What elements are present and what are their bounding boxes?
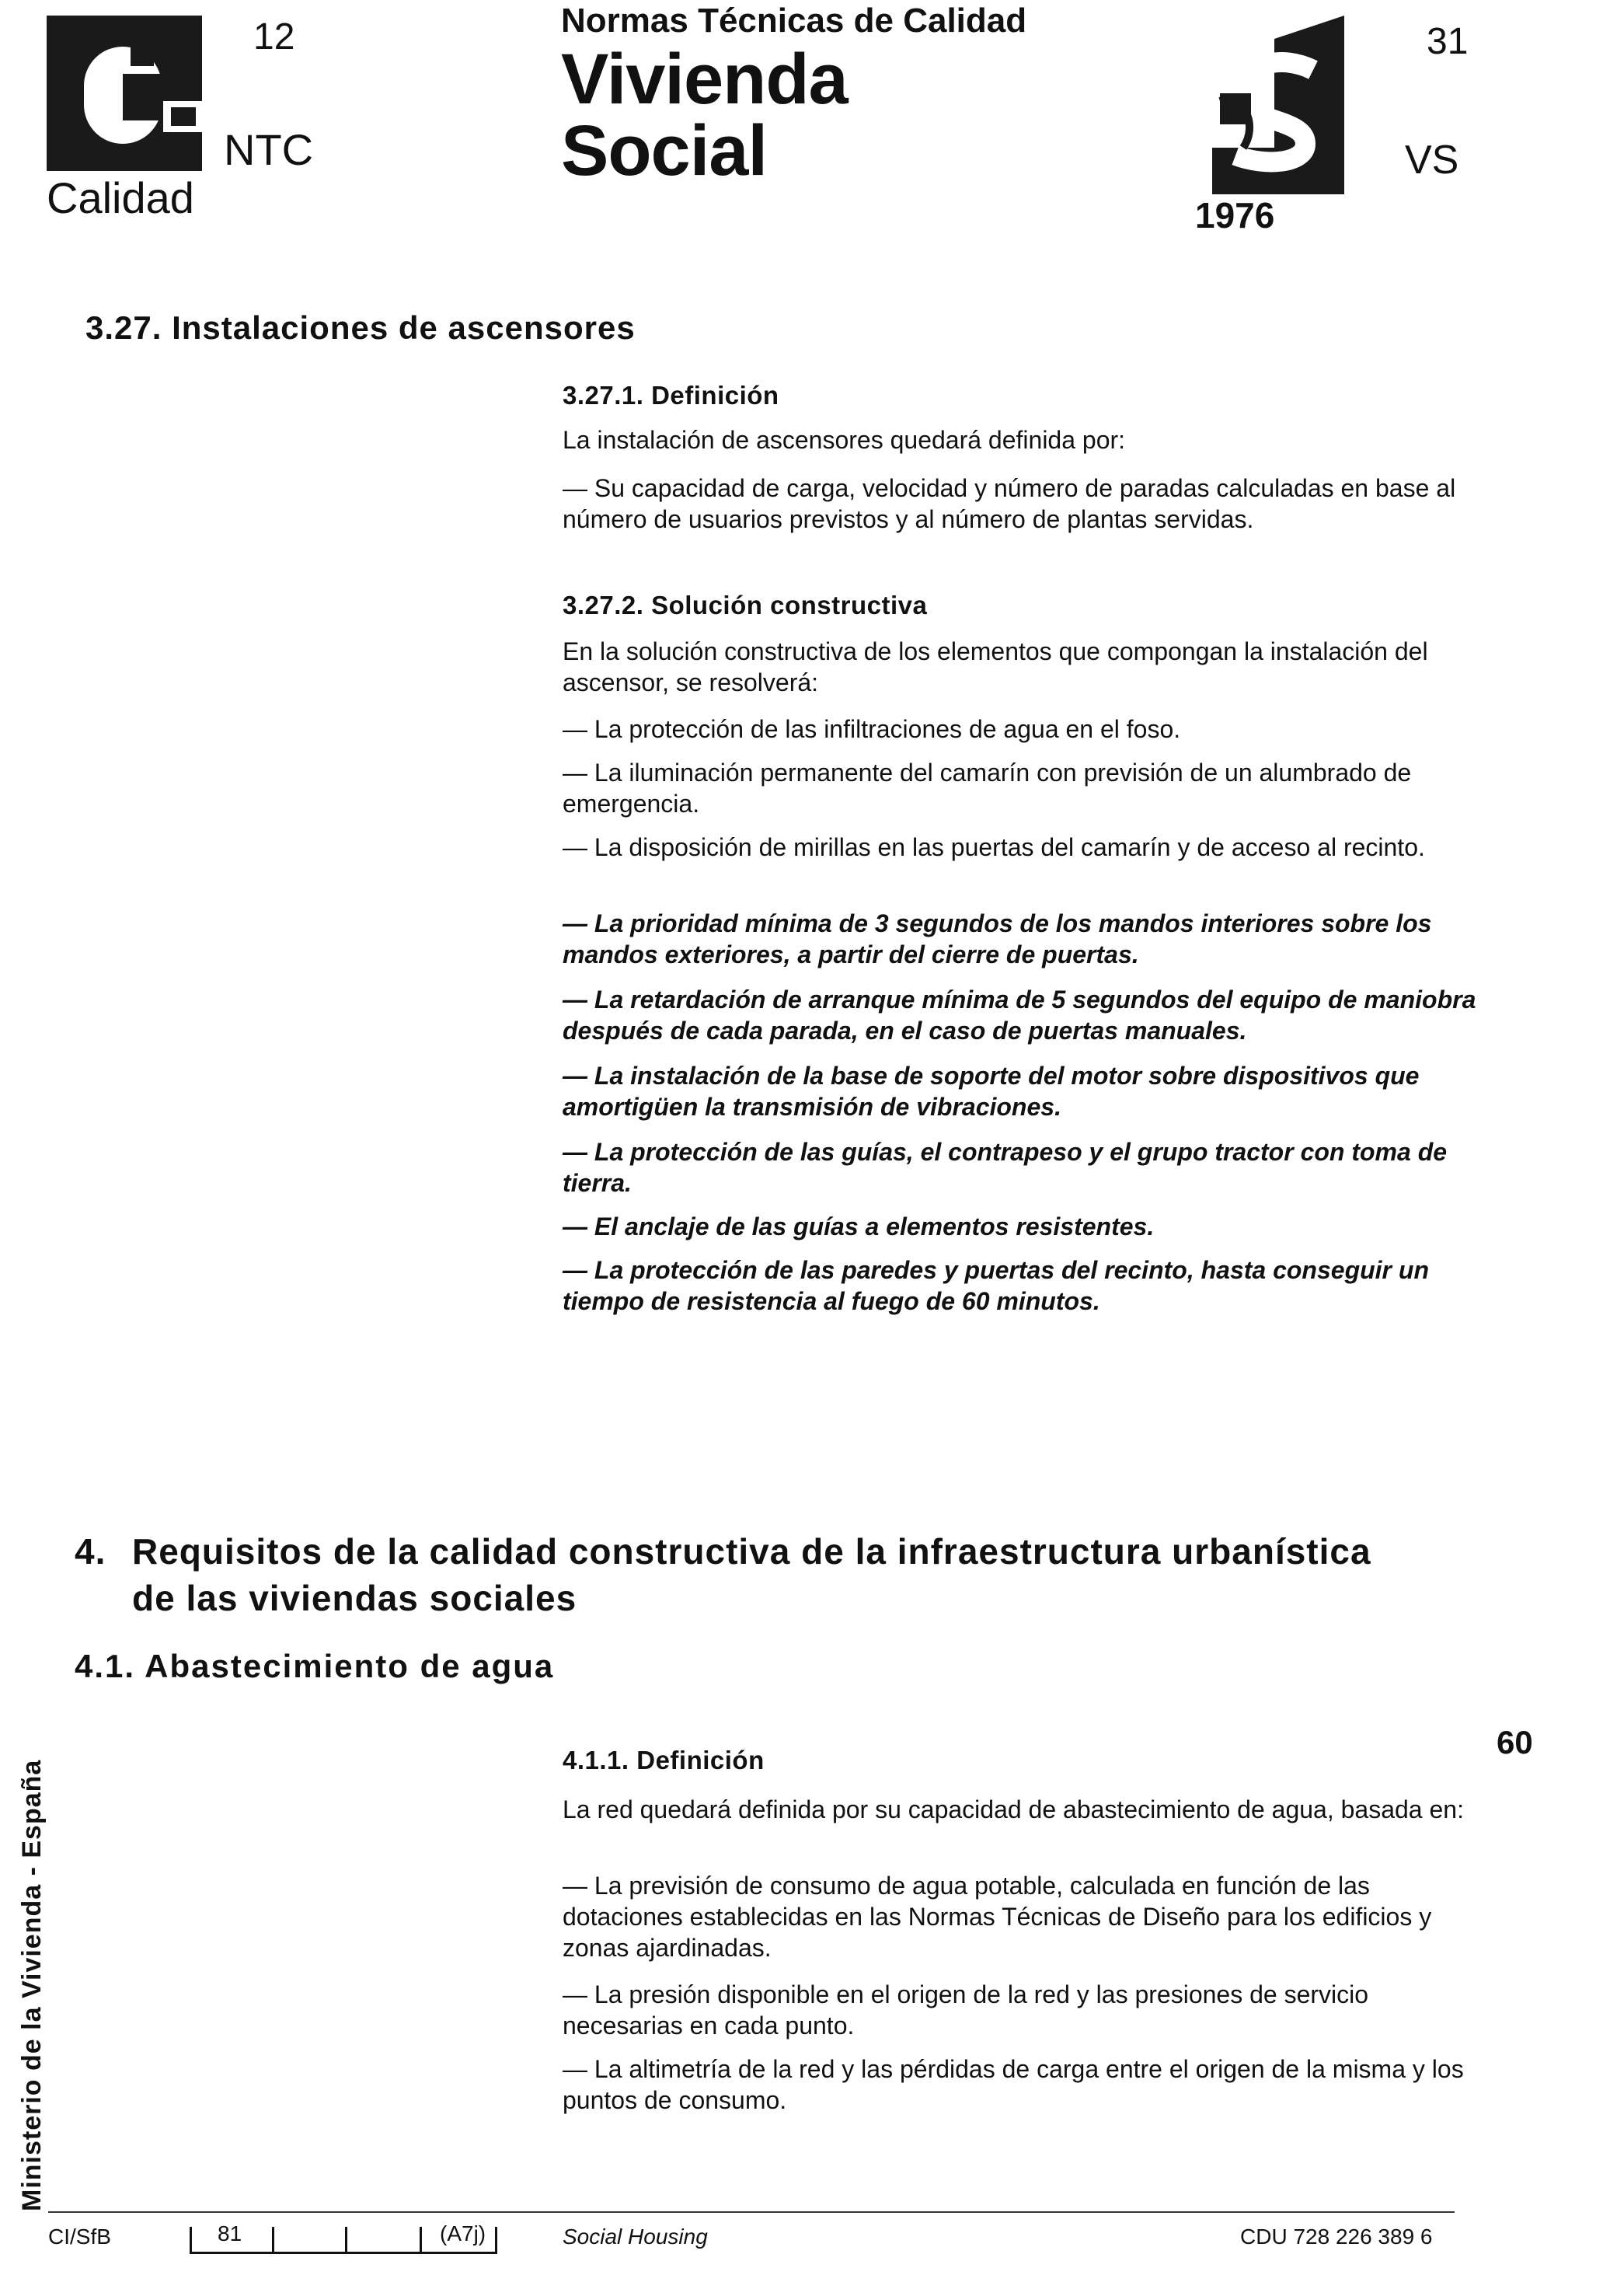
list-item: — La previsión de consumo de agua potable, calculada en función de las dotaciones establecidas en las Normas Técnicas de Diseño para los edificios y zonas ajardinadas. — [563, 1872, 1432, 1962]
list-item: — La instalación de la base de soporte del motor sobre dispositivos que amortigüen la transmisión de vibraciones. — [563, 1062, 1420, 1121]
header-year: 1976 — [1195, 195, 1275, 236]
list-item: — El anclaje de las guías a elementos resistentes. — [563, 1213, 1155, 1240]
header-title-line1: Vivienda — [561, 40, 848, 119]
list-item: — La presión disponible en el origen de la red y las presiones de servicio necesarias en cada punto. — [563, 1980, 1369, 2040]
header-title-line2: Social — [561, 111, 768, 190]
header-vs: VS — [1405, 138, 1459, 183]
section-4-1-heading: 4.1. Abastecimiento de agua — [75, 1648, 555, 1684]
section-3-27-1-heading: 3.27.1. Definición — [563, 381, 779, 410]
list-item: — La protección de las paredes y puertas del recinto, hasta conseguir un tiempo de resistencia al fuego de 60 minutos. — [563, 1256, 1429, 1315]
list-item: — La protección de las infiltraciones de agua en el foso. — [563, 715, 1181, 743]
header-left-number: 12 — [253, 16, 295, 58]
page-number: 60 — [1497, 1724, 1533, 1760]
footer-code-a7: (A7j) — [440, 2221, 486, 2245]
footer-social-housing: Social Housing — [563, 2224, 708, 2249]
list-item: — La disposición de mirillas en las puertas del camarín y de acceso al recinto. — [563, 833, 1425, 861]
list-item: — La protección de las guías, el contrapeso y el grupo tractor con toma de tierra. — [563, 1138, 1448, 1197]
footer-cisfb: CI/SfB — [48, 2224, 111, 2249]
header-right-number: 31 — [1427, 21, 1469, 62]
section-4-1-1-heading: 4.1.1. Definición — [563, 1746, 765, 1774]
section-3-27-2-heading: 3.27.2. Solución constructiva — [563, 591, 928, 619]
footer-code-81: 81 — [218, 2221, 242, 2245]
footer-code-box — [190, 2221, 349, 2254]
ci-logo — [47, 16, 210, 179]
vs-logo — [1189, 16, 1360, 194]
list-item: — La altimetría de la red y las pérdidas de carga entre el origen de la misma y los puntos de consumo. — [563, 2055, 1464, 2114]
footer-cdu: CDU 728 226 389 6 — [1240, 2224, 1433, 2249]
section-4-number: 4. — [75, 1531, 106, 1572]
list-item: — La prioridad mínima de 3 segundos de los mandos interiores sobre los mandos exteriores, a partir del cierre de puertas. — [563, 909, 1432, 968]
section-4-1-1-intro: La red quedará definida por su capacidad de abastecimiento de agua, basada en: — [563, 1795, 1464, 1823]
section-4-heading-line2: de las viviendas sociales — [132, 1578, 577, 1618]
list-item: — La retardación de arranque mínima de 5 segundos del equipo de maniobra después de cada parada, en el caso de puertas manuales. — [563, 986, 1476, 1045]
list-item: — La iluminación permanente del camarín con previsión de un alumbrado de emergencia. — [563, 759, 1412, 818]
section-3-27-heading: 3.27. Instalaciones de ascensores — [85, 309, 636, 346]
list-item: — Su capacidad de carga, velocidad y número de paradas calculadas en base al número de usuarios previstos y al número de plantas servidas. — [563, 474, 1456, 533]
section-3-27-1-intro: La instalación de ascensores quedará definida por: — [563, 426, 1126, 454]
header-pretitle: Normas Técnicas de Calidad — [561, 2, 1027, 40]
section-3-27-2-intro: En la solución constructiva de los elementos que compongan la instalación del ascensor, se resolverá: — [563, 637, 1428, 696]
section-4-heading-line1: Requisitos de la calidad constructiva de la infraestructura urbanística — [132, 1531, 1371, 1572]
header-calidad: Calidad — [47, 173, 194, 222]
header-ntc: NTC — [224, 125, 314, 174]
vertical-ministry-label: Ministerio de la Vivienda - España — [17, 1759, 47, 2211]
footer-rule — [48, 2211, 1455, 2213]
